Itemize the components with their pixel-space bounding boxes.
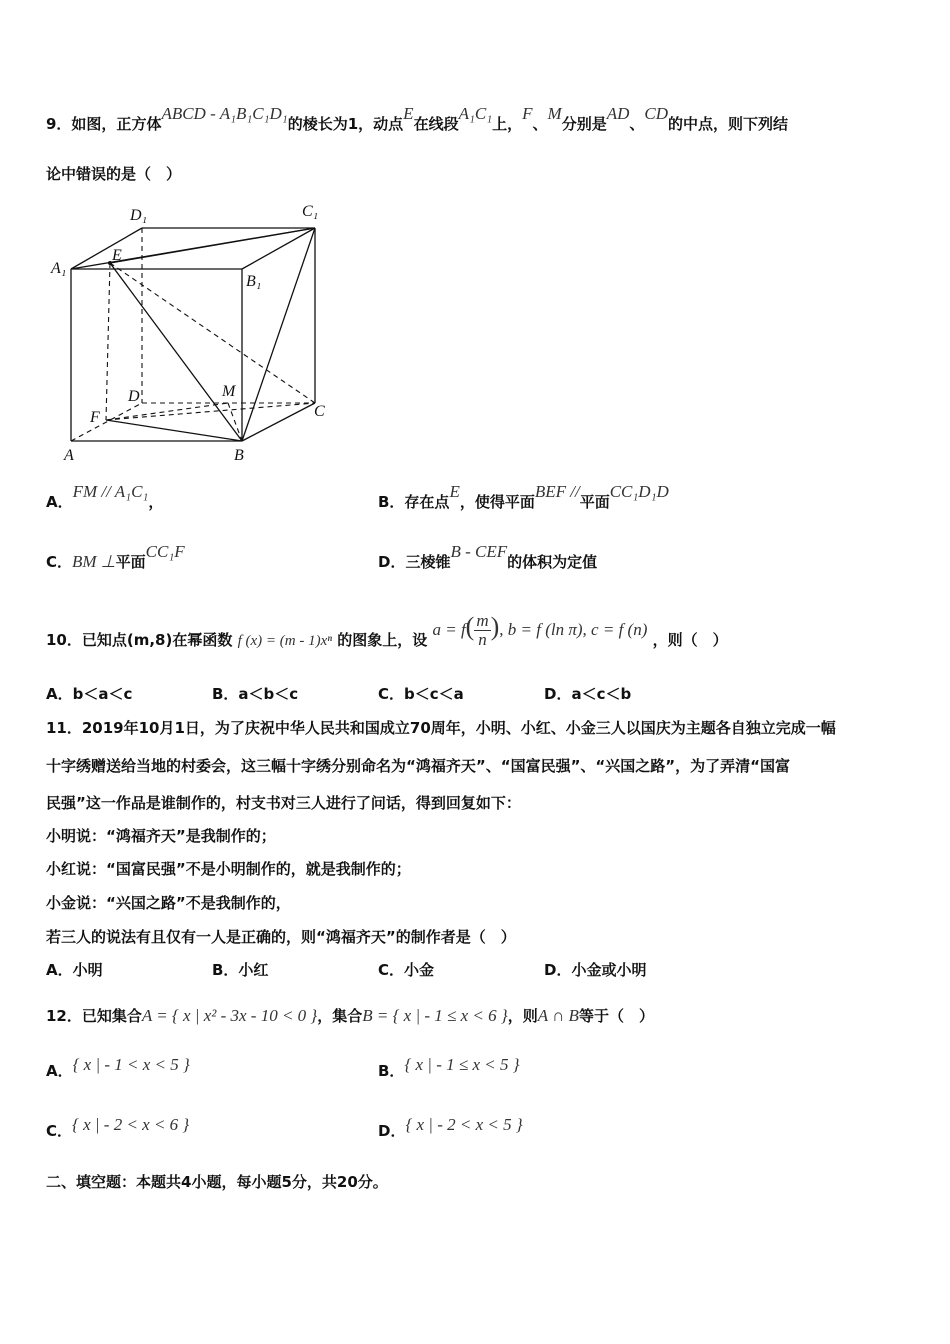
fraction-m-n: $\frac{m}{n}$ (476, 611, 489, 649)
label-a: A (64, 447, 74, 464)
label-d1: D₁ (130, 207, 148, 224)
label-f: F (90, 409, 100, 426)
q12-option-b: B．{ x | - 1 ≤ x < 5 } (378, 1055, 520, 1080)
cube-figure (46, 198, 346, 468)
q12-option-d: D．{ x | - 2 < x < 5 } (378, 1115, 523, 1140)
label-b1: B₁ (246, 273, 262, 290)
label-c: C (314, 403, 325, 420)
label-a1: A₁ (51, 260, 67, 277)
label-e: E (112, 247, 122, 264)
q10-option-d: D．a＜c＜b (544, 685, 632, 703)
q11-line7: 若三人的说法有且仅有一人是正确的，则“鸿福齐天”的制作者是（ ） (46, 928, 516, 946)
q11-line5: 小红说：“国富民强”不是小明制作的，就是我制作的； (46, 860, 411, 878)
q11-option-b: B．小红 (212, 961, 269, 979)
q11-option-d: D．小金或小明 (544, 961, 647, 979)
q11-option-c: C．小金 (378, 961, 435, 979)
q9-option-c: C．BM ⊥平面CC₁F (46, 542, 185, 571)
section-2-heading: 二、填空题：本题共4小题，每小题5分，共20分。 (46, 1173, 388, 1191)
segment-fm-hidden (106, 403, 228, 420)
label-d: D (128, 388, 140, 405)
label-m: M (222, 383, 236, 400)
label-c1: C₁ (302, 203, 319, 220)
q9-stem-line2: 论中错误的是（ ） (46, 165, 182, 183)
segment-mb-hidden (228, 403, 242, 441)
q10-stem: 10．已知点(m,8)在幂函数 f (x) = (m - 1)xⁿ 的图象上，设 a = f( $\frac{m}{n}$ ), b = f (ln π), c = f (n) ，则（ ） (46, 611, 728, 649)
q11-line1: 11．2019年10月1日，为了庆祝中华人民共和国成立70周年，小明、小红、小金三人以国庆为主题各自独立完成一幅 (46, 719, 836, 737)
cube-name: ABCD - A₁B₁C₁D₁ (161, 104, 288, 123)
q11-line3: 民强”这一作品是谁制作的，村支书对三人进行了问话，得到回复如下： (46, 794, 521, 812)
q11-line2: 十字绣赠送给当地的村委会，这三幅十字绣分别命名为“鸿福齐天”、“国富民强”、“兴国之路”，为了弄清“国富 (46, 757, 791, 775)
q12-stem: 12．已知集合A = { x | x² - 3x - 10 < 0 }，集合B = { x | - 1 ≤ x < 6 }，则A ∩ B等于（ ） (46, 1006, 654, 1025)
q9-stem-line1: 9．如图，正方体ABCD - A₁B₁C₁D₁的棱长为1，动点E在线段A₁C₁上，F、M分别是AD、CD的中点，则下列结 (46, 104, 789, 133)
q10-option-c: C．b＜c＜a (378, 685, 464, 703)
label-b: B (234, 447, 244, 464)
q10-option-a: A．b＜a＜c (46, 685, 133, 703)
q9-option-b: B．存在点E，使得平面BEF //平面CC₁D₁D (378, 482, 669, 511)
q9-option-a: A．FM // A₁C₁， (46, 482, 164, 511)
segment-eb (110, 263, 242, 441)
segment-ef-hidden (106, 263, 110, 420)
q11-option-a: A．小明 (46, 961, 103, 979)
q12-option-c: C．{ x | - 2 < x < 6 } (46, 1115, 190, 1140)
segment-ec-hidden (110, 263, 315, 403)
q10-option-b: B．a＜b＜c (212, 685, 299, 703)
q11-line6: 小金说：“兴国之路”不是我制作的， (46, 894, 291, 912)
segment-fb (106, 420, 242, 441)
q12-option-a: A．{ x | - 1 < x < 5 } (46, 1055, 190, 1080)
q9-option-d: D．三棱锥B - CEF的体积为定值 (378, 542, 598, 571)
q11-line4: 小明说：“鸿福齐天”是我制作的； (46, 827, 276, 845)
